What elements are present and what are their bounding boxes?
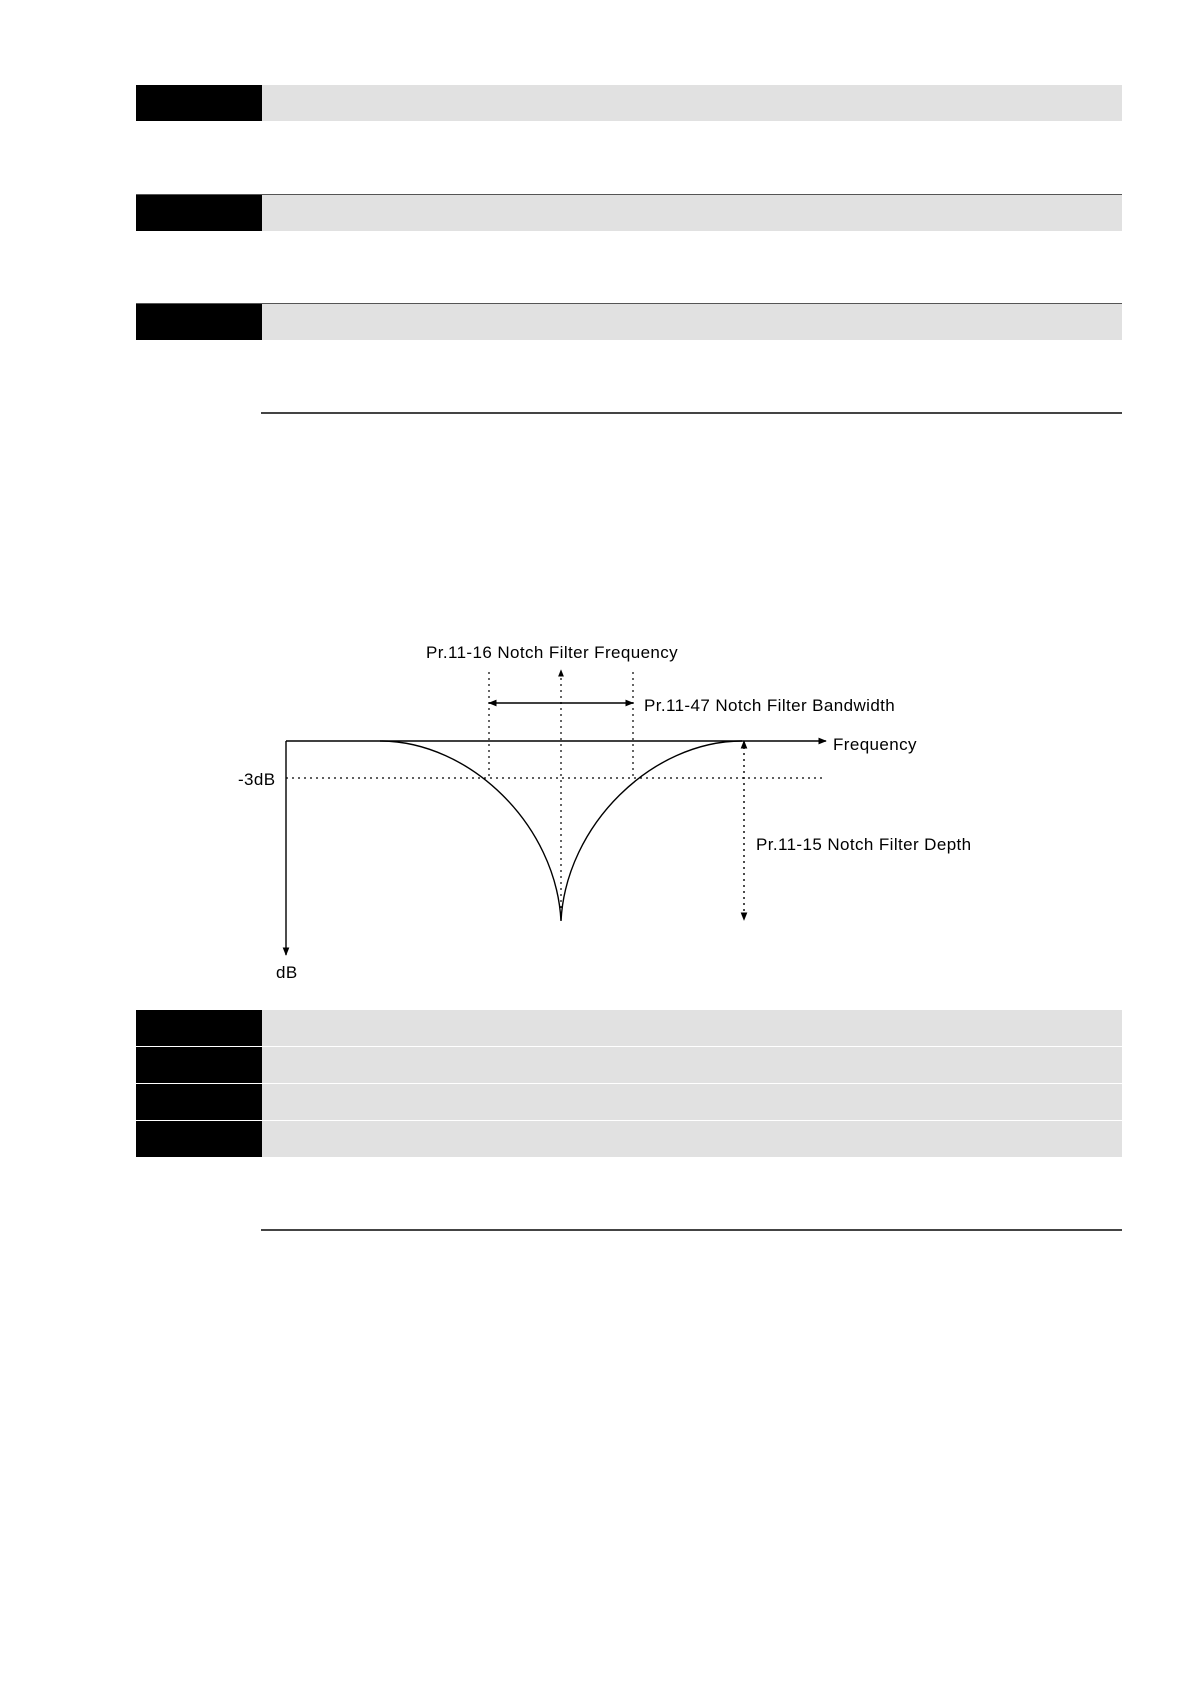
parameter-header-7 <box>136 1121 1122 1157</box>
parameter-code <box>136 1121 262 1157</box>
frequency-param-label: Pr.11-16 Notch Filter Frequency <box>426 643 679 662</box>
depth-param-label: Pr.11-15 Notch Filter Depth <box>756 835 972 854</box>
level-label: -3dB <box>238 770 276 789</box>
parameter-header-6 <box>136 1084 1122 1120</box>
parameter-title <box>262 1084 1122 1120</box>
parameter-code <box>136 1084 262 1120</box>
content-rule <box>261 1229 1122 1231</box>
bandwidth-param-label: Pr.11-47 Notch Filter Bandwidth <box>644 696 896 715</box>
parameter-header-5 <box>136 1047 1122 1083</box>
parameter-title <box>262 1121 1122 1157</box>
parameter-header-4 <box>136 1010 1122 1046</box>
parameter-title <box>262 1010 1122 1046</box>
y-axis-label: dB <box>276 963 298 982</box>
parameter-code <box>136 1047 262 1083</box>
x-axis-label: Frequency <box>833 735 917 754</box>
parameter-title <box>262 1047 1122 1083</box>
parameter-code <box>136 1010 262 1046</box>
